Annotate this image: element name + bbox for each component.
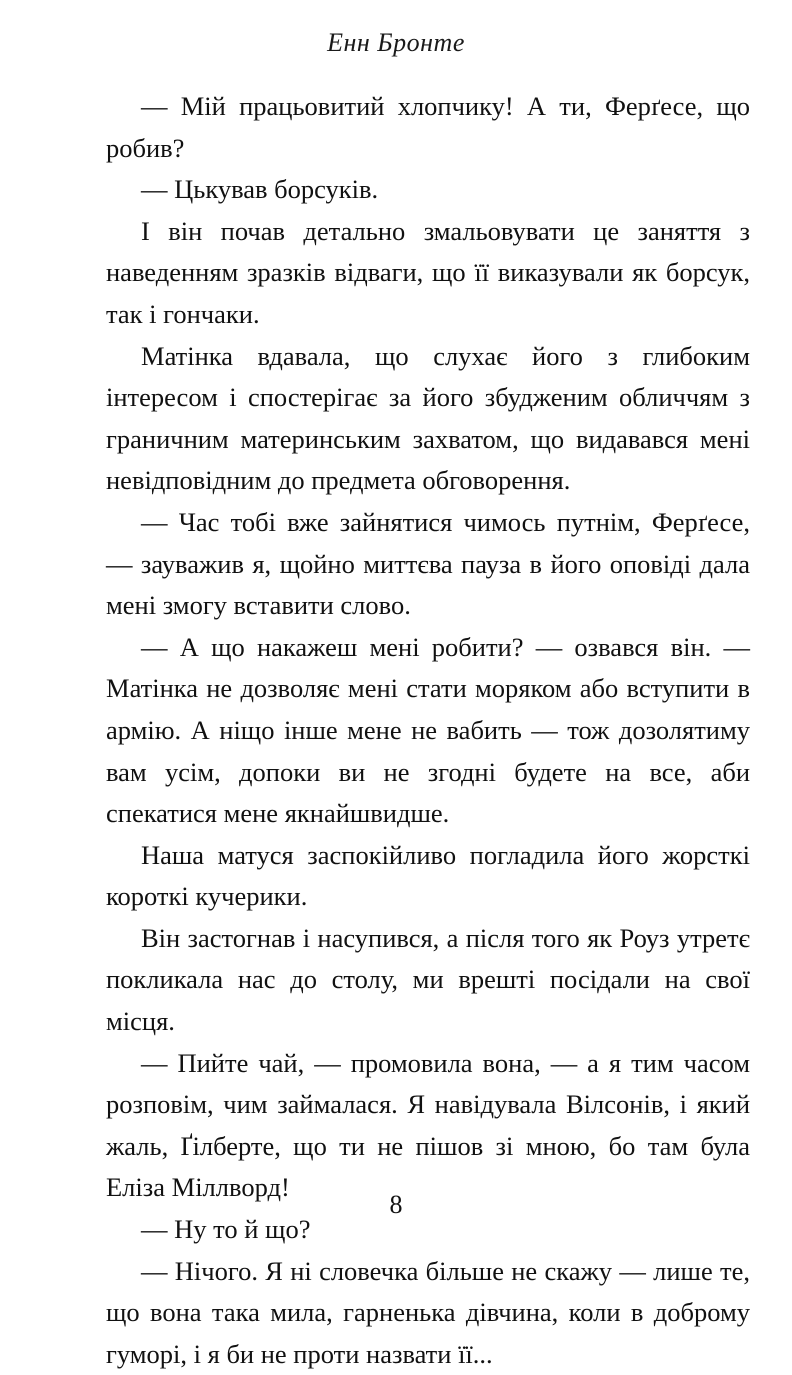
paragraph: Матінка вдавала, що слухає його з глибоким інтересом і спостерігає за його збудженим обличчям з граничним материнським захватом, що видавався мені невідповідним до предмета обговорення. xyxy=(106,340,750,496)
paragraph: — Цькував борсуків. xyxy=(141,174,379,205)
paragraph: — Час тобі вже зайнятися чимось путнім, Ферґесе, — зауважив я, щойно миттєва пауза в його оповіді дала мені змогу вставити слово. xyxy=(106,506,750,621)
paragraph: — Нічого. Я ні словечка більше не скажу — лише те, що вона така мила, гарненька дівчина, коли в доброму гуморі, і я би не проти назвати її... xyxy=(106,1255,750,1369)
paragraph: Наша матуся заспокійливо погладила його жорсткі короткі кучерики. xyxy=(106,839,750,912)
paragraph: Він застогнав і насупився, а після того як Роуз утретє покликала нас до столу, ми врешті посідали на свої місця. xyxy=(106,922,750,1037)
paragraph: — Пийте чай, — промовила вона, — а я тим часом розповім, чим займалася. Я навідувала Вілсонів, і який жаль, Ґілберте, що ти не пішов зі мною, бо там була Еліза Міллворд! xyxy=(106,1047,750,1203)
paragraph: І він почав детально змальовувати це заняття з наведенням зразків відваги, що її виказували як борсук, так і гончаки. xyxy=(106,215,750,329)
paragraph: — Мій працьовитий хлопчику! А ти, Ферґесе, що робив? xyxy=(106,91,750,163)
page-number: 8 xyxy=(389,1190,403,1219)
body-text xyxy=(106,86,750,1375)
paragraph: — А що накажеш мені робити? — озвався він. — Матінка не дозволяє мені стати моряком або вступити в армію. А ніщо інше мене не вабить — тож дозолятиму вам усім, допоки ви не згодні будете на все, аби спекатися мене якнайшвидше. xyxy=(106,631,750,829)
running-header-author: Енн Бронте xyxy=(327,28,465,57)
paragraph: — Ну то й що? xyxy=(141,1214,311,1245)
